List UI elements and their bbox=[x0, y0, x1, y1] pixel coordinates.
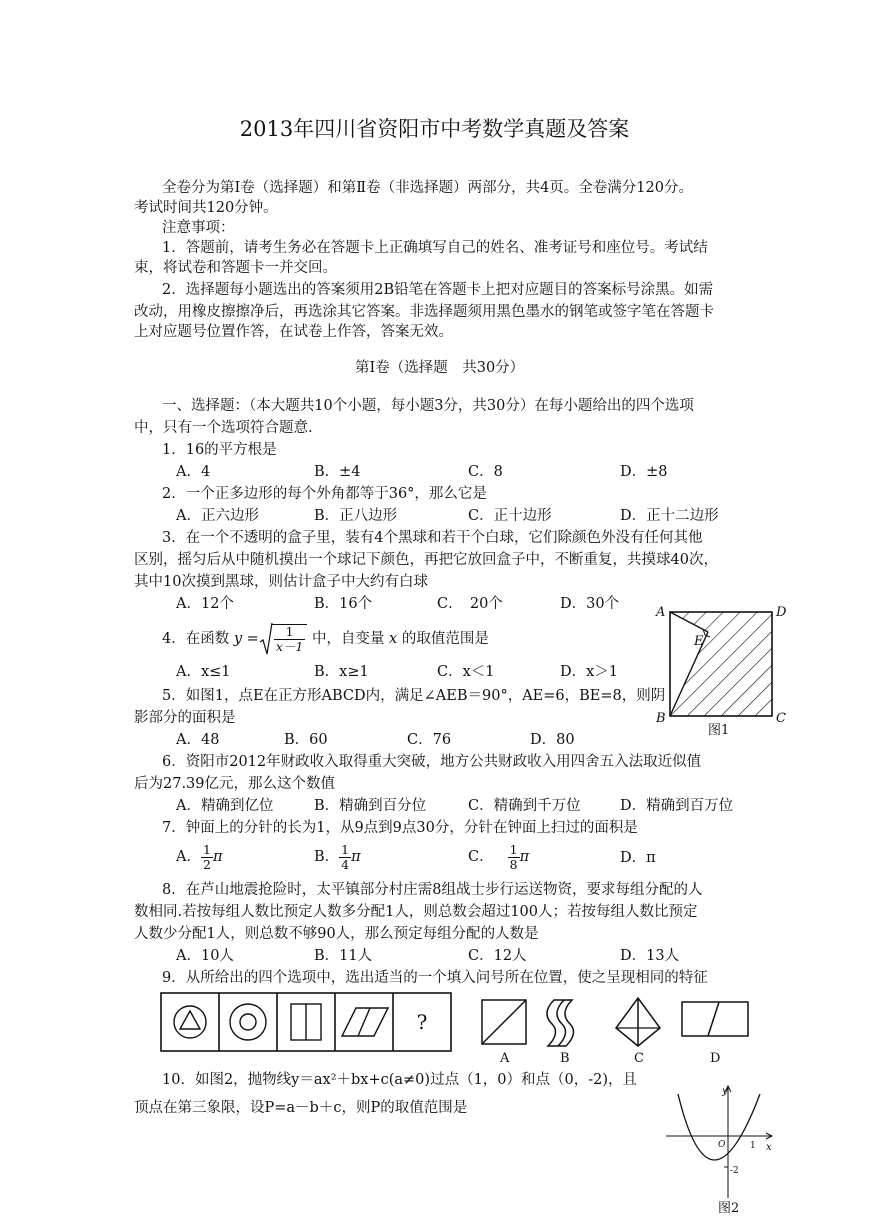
option: B．60 bbox=[284, 732, 328, 748]
pattern-sequence bbox=[160, 992, 454, 1054]
intro-line: 全卷分为第Ⅰ卷（选择题）和第Ⅱ卷（非选择题）两部分，共4页。全卷满分120分。 bbox=[162, 180, 693, 196]
section-title: 第Ⅰ卷（选择题 共30分） bbox=[355, 360, 525, 376]
option: B．16个 bbox=[314, 596, 373, 612]
fig2-caption: 图2 bbox=[718, 1201, 740, 1216]
option bbox=[468, 840, 529, 874]
q4-y: y bbox=[233, 631, 243, 647]
option-label: C． bbox=[468, 849, 494, 865]
question-stem: 8．在芦山地震抢险时，太平镇部分村庄需8组战士步行运送物资，要求每组分配的人 bbox=[162, 882, 703, 898]
fig2-minus2-label: -2 bbox=[730, 1166, 739, 1176]
question-stem: 1．16的平方根是 bbox=[162, 442, 277, 458]
fig1-label-c: C bbox=[776, 711, 786, 726]
page-title: 2013年四川省资阳市中考数学真题及答案 bbox=[239, 117, 630, 141]
option-b-label: B bbox=[560, 1051, 570, 1066]
question-stem: 5．如图1，点E在正方形ABCD内，满足∠AEB＝90°，AE=6，BE=8，则阴 bbox=[162, 688, 666, 704]
option: A．12个 bbox=[176, 596, 234, 612]
option: A．10人 bbox=[176, 948, 234, 964]
question-stem: 2．一个正多边形的每个外角都等于36°，那么它是 bbox=[162, 486, 487, 502]
fraction-numerator: 1 bbox=[341, 841, 350, 857]
notice-item: 上对应题号位置作答，在试卷上作答，答案无效。 bbox=[134, 324, 453, 340]
question-stem: 6．资阳市2012年财政收入取得重大突破，地方公共财政收入用四舍五入法取近似值 bbox=[162, 754, 702, 770]
option: A．48 bbox=[176, 732, 220, 748]
pi-symbol: π bbox=[519, 849, 530, 865]
figure-2-parabola bbox=[664, 1080, 784, 1220]
option: B．精确到百分位 bbox=[314, 798, 427, 814]
option: D．π bbox=[620, 850, 656, 866]
part-instructions: 中，只有一个选项符合题意. bbox=[134, 420, 313, 436]
option-label: B． bbox=[314, 849, 340, 865]
notice-item: 改动，用橡皮擦擦净后，再选涂其它答案。非选择题须用黑色墨水的钢笔或签字笔在答题卡 bbox=[134, 304, 714, 320]
option: D．80 bbox=[530, 732, 575, 748]
fraction-numerator: 1 bbox=[509, 841, 518, 857]
pi-symbol: π bbox=[351, 849, 361, 865]
fraction-numerator: 1 bbox=[202, 841, 211, 857]
option-a-square-diagonal-icon bbox=[482, 1000, 526, 1044]
question-stem: 7．钟面上的分针的长为1，从9点到9点30分，分针在钟面上扫过的面积是 bbox=[162, 820, 638, 836]
fraction-denominator: x－1 bbox=[275, 639, 304, 654]
option bbox=[314, 840, 361, 874]
notice-item: 束，将试卷和答题卡一并交回。 bbox=[134, 260, 337, 276]
option-c-pyramid-icon bbox=[616, 998, 660, 1046]
fig1-label-b: B bbox=[656, 711, 666, 726]
q4-pre: 4．在函数 bbox=[162, 631, 230, 647]
option: D．30个 bbox=[560, 596, 620, 612]
fraction-denominator: 8 bbox=[509, 856, 518, 872]
option: C．精确到千万位 bbox=[468, 798, 581, 814]
question-stem: 影部分的面积是 bbox=[134, 710, 236, 726]
option: D．精确到百万位 bbox=[620, 798, 734, 814]
fig2-one-label: 1 bbox=[750, 1141, 756, 1151]
option-b-wavy-shape-icon bbox=[547, 1000, 573, 1046]
question-stem: 数相同.若按每组人数比预定人数多分配1人，则总数会超过100人；若按每组人数比预定 bbox=[134, 904, 698, 920]
fig2-origin-label: O bbox=[718, 1140, 726, 1150]
figure-1-square bbox=[650, 600, 790, 742]
option: D．±8 bbox=[620, 464, 668, 480]
pattern-options bbox=[476, 996, 756, 1072]
option: C．76 bbox=[407, 732, 452, 748]
fig2-x-label: x bbox=[766, 1142, 772, 1153]
option: A．x≤1 bbox=[176, 664, 231, 680]
question-stem: 3．在一个不透明的盒子里，装有4个黑球和若干个白球，它们除颜色外没有任何其他 bbox=[162, 530, 703, 546]
question-mark: ? bbox=[416, 1010, 428, 1034]
concentric-circles-icon bbox=[230, 1004, 266, 1040]
option: C．12人 bbox=[468, 948, 527, 964]
option: B．x≥1 bbox=[314, 664, 369, 680]
question-stem: 后为27.39亿元，那么这个数值 bbox=[134, 776, 336, 792]
option: C．8 bbox=[468, 464, 503, 480]
q4-eq: = bbox=[246, 631, 259, 647]
question-stem: 人数少分配1人，则总数不够90人，那么预定每组分配的人数是 bbox=[134, 926, 539, 942]
fig2-y-label: y bbox=[722, 1086, 728, 1097]
option: D．正十二边形 bbox=[620, 508, 719, 524]
q4-post: 中，自变量 bbox=[311, 631, 385, 647]
fraction-denominator: 2 bbox=[202, 856, 211, 872]
question-stem: 10．如图2，抛物线y＝ax²＋bx+c(a≠0)过点（1，0）和点（0，-2)，且 bbox=[162, 1072, 638, 1088]
option-label: A． bbox=[176, 849, 201, 865]
option: A．正六边形 bbox=[176, 508, 259, 524]
split-rectangle-icon bbox=[291, 1004, 321, 1040]
option-a-label: A bbox=[500, 1051, 510, 1066]
fraction-denominator: 4 bbox=[341, 856, 350, 872]
fig1-caption: 图1 bbox=[708, 723, 730, 738]
option: D．x＞1 bbox=[560, 664, 619, 680]
split-parallelogram-icon bbox=[342, 1008, 388, 1036]
fraction-numerator: 1 bbox=[274, 625, 306, 640]
intro-line: 考试时间共120分钟。 bbox=[134, 200, 278, 216]
fig1-label-d: D bbox=[776, 605, 787, 620]
option: C． 20个 bbox=[437, 596, 503, 612]
option: D．13人 bbox=[620, 948, 680, 964]
option-d-label: D bbox=[710, 1051, 721, 1066]
option: B．11人 bbox=[314, 948, 373, 964]
question-stem: 顶点在第三象限，设P=a－b＋c，则P的取值范围是 bbox=[134, 1100, 468, 1116]
pi-symbol: π bbox=[212, 849, 223, 865]
option-c-label: C bbox=[634, 1051, 644, 1066]
q4-x: x bbox=[389, 631, 398, 647]
part-instructions: 一、选择题：（本大题共10个小题，每小题3分，共30分）在每小题给出的四个选项 bbox=[162, 398, 694, 414]
option: C．正十边形 bbox=[468, 508, 552, 524]
option: A．精确到亿位 bbox=[176, 798, 274, 814]
fig1-label-e: E bbox=[694, 634, 704, 649]
notice-title: 注意事项： bbox=[162, 220, 235, 236]
fig1-label-a: A bbox=[656, 605, 666, 620]
triangle-in-circle-icon bbox=[174, 1006, 206, 1038]
question-stem bbox=[162, 622, 489, 656]
notice-item: 1．答题前，请考生务必在答题卡上正确填写自己的姓名、准考证号和座位号。考试结 bbox=[162, 240, 708, 256]
question-stem: 9．从所给出的四个选项中，选出适当的一个填入问号所在位置，使之呈现相同的特征 bbox=[162, 970, 708, 986]
option-d-split-rectangle-icon bbox=[682, 1002, 748, 1036]
option: B．正八边形 bbox=[314, 508, 398, 524]
notice-item: 2．选择题每小题选出的答案须用2B铅笔在答题卡上把对应题目的答案标号涂黑。如需 bbox=[162, 282, 714, 298]
option bbox=[176, 840, 222, 874]
question-stem: 其中10次摸到黑球，则估计盒子中大约有白球 bbox=[134, 574, 428, 590]
question-stem: 区别，摇匀后从中随机摸出一个球记下颜色，再把它放回盒子中，不断重复，共摸球40次， bbox=[134, 552, 718, 568]
radical-sign bbox=[259, 622, 273, 656]
q4-post2: 的取值范围是 bbox=[401, 631, 489, 647]
option: B．±4 bbox=[314, 464, 361, 480]
option: C．x＜1 bbox=[437, 664, 495, 680]
option: A．4 bbox=[176, 464, 211, 480]
